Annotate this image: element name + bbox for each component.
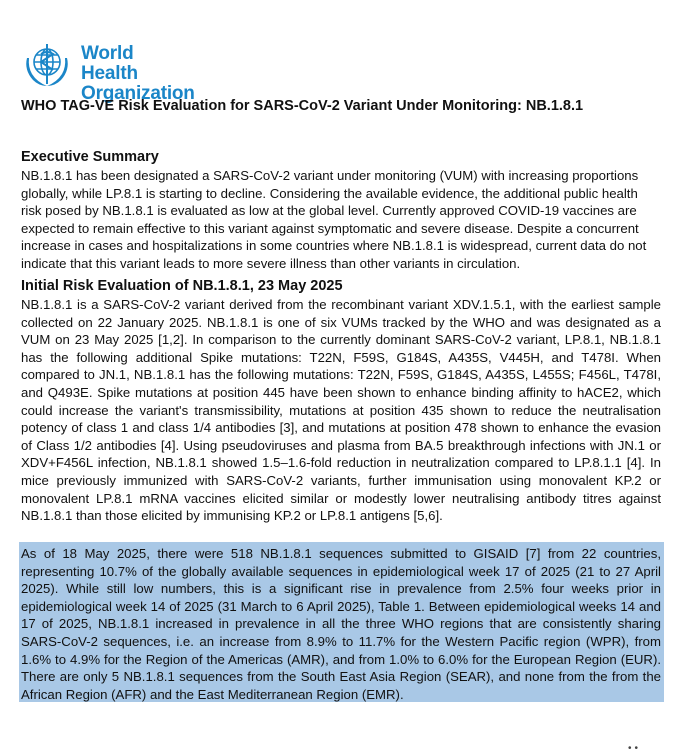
highlighted-paragraph[interactable]: As of 18 May 2025, there were 518 NB.1.8.1 sequences submitted to GISAID [7] from 22 countries, representing 10.7% of the globally available sequences in epidemiological week 17 of 2025 (21 to 27 April 2025). While still low numbers, this is a significant rise in prevalence from 2.5% four weeks prior in epidemiological week 14 of 2025 (31 March to 6 April 2025), Table 1. Between epidemiological weeks 14 and 17 of 2025, NB.1.8.1 increased in prevalence in all the three WHO regions that are consistently sharing SARS-CoV-2 sequences, i.e. an increase from 8.9% to 11.7% for the Western Pacific region (WPR), from 1.6% to 4.9% for the Region of the Americas (AMR), and from 1.0% to 6.0% for the European Region (EUR). There are only 5 NB.1.8.1 sequences from the South East Asia Region (SEAR), and none from the from the African Region (AFR) and the East Mediterranean Region (EMR).	[21, 546, 661, 702]
executive-summary-heading: Executive Summary	[21, 149, 159, 165]
initial-risk-heading: Initial Risk Evaluation of NB.1.8.1, 23 May 2025	[21, 278, 343, 294]
logo-line-1: World Health	[81, 43, 138, 84]
who-emblem-icon	[21, 40, 73, 92]
who-logo	[21, 40, 195, 104]
initial-risk-paragraph: NB.1.8.1 is a SARS-CoV-2 variant derived from the recombinant variant XDV.1.5.1, with the earliest sample collected on 22 January 2025. NB.1.8.1 is one of six VUMs tracked by the WHO and was designated as a VUM on 23 May 2025 [1,2]. In comparison to the currently dominant SARS-CoV-2 variant, LP.8.1, NB.1.8.1 has the following additional Spike mutations: T22N, F59S, G184S, A435S, V445H, and T478I. When compared to JN.1, NB.1.8.1 has the following mutations: T22N, F59S, G184S, A435S, L455S; F456L, T478I, and Q493E. Spike mutations at position 445 have been shown to enhance binding affinity to hACE2, which could increase the variant's transmissibility, mutations at position 435 shown to reduce the neutralisation potency of class 1 and class 1/4 antibodies [3], and mutations at position 478 shown to enhance the evasion of Class 1/2 antibodies [4]. Using pseudoviruses and plasma from BA.5 breakthrough infections with JN.1 or XDV+F456L infection, NB.1.8.1 showed 1.5–1.6-fold reduction in neutralization compared to LP.8.1.1 [4]. In mice previously immunized with SARS-CoV-2 variants, further immunisation using monovalent KP.2 or monovalent LP.8.1 mRNA vaccines elicited similar or modestly lower neutralising antibody titres against NB.1.8.1 than those elicited by immunising KP.2 or LP.8.1 antigens [5,6].	[21, 297, 661, 524]
document-title: WHO TAG-VE Risk Evaluation for SARS-CoV-2 Variant Under Monitoring: NB.1.8.1	[21, 98, 584, 114]
page-footer-dots: ••	[628, 743, 642, 754]
logo-line-2: Organization	[81, 83, 195, 104]
executive-summary-paragraph: NB.1.8.1 has been designated a SARS-CoV-2 variant under monitoring (VUM) with increasing proportions globally, while LP.8.1 is starting to decline. Considering the available evidence, the additional public health risk posed by NB.1.8.1 is evaluated as low at the global level. Currently approved COVID-19 vaccines are expected to remain effective to this variant against symptomatic and severe disease. Despite a concurrent increase in cases and hospitalizations in some countries where NB.1.8.1 is widespread, current data do not indicate that this variant leads to more severe illness than other variants in circulation.	[21, 168, 647, 271]
